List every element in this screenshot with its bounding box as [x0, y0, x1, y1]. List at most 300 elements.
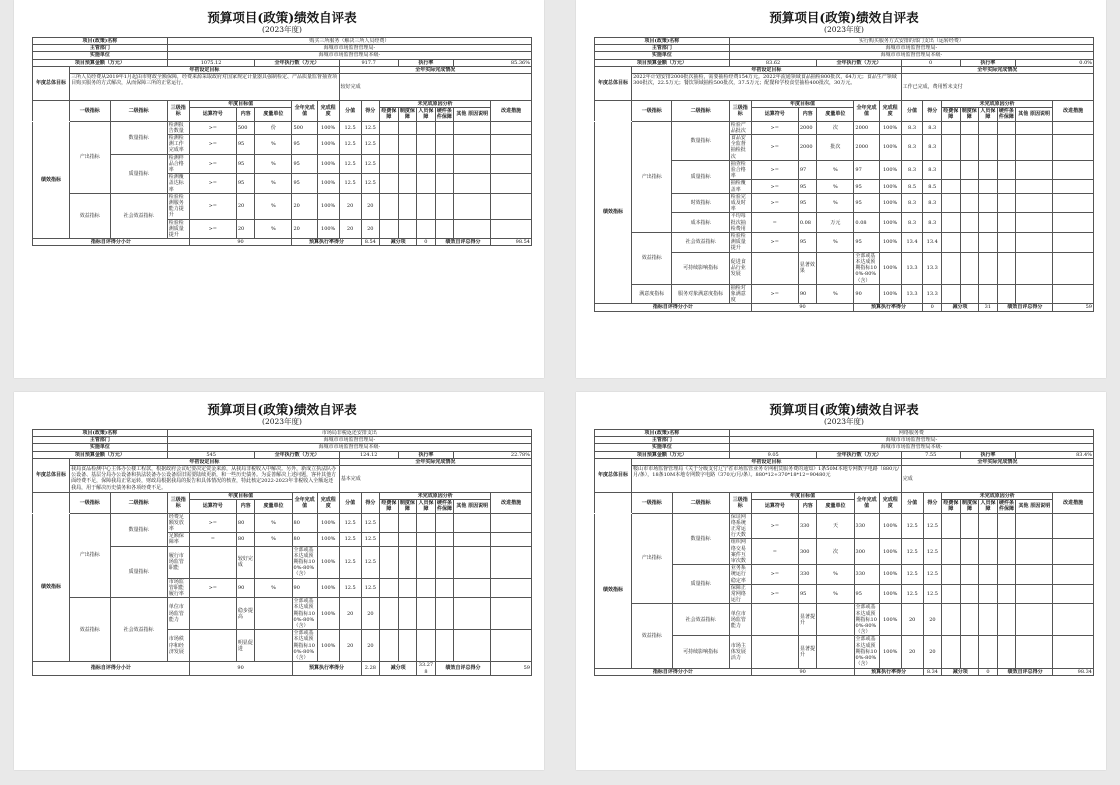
label-l2: 二级指标: [110, 493, 167, 514]
budget-value: 83.62: [729, 59, 817, 66]
operator: >=: [751, 121, 798, 134]
dept-value: 海城市市场监督管理局-: [729, 45, 1093, 52]
target-content: 稳步提高: [236, 598, 255, 630]
label-r2: 制度保障: [399, 500, 415, 513]
operator: >=: [189, 578, 236, 598]
project-name-value: 网络服务费: [729, 430, 1093, 437]
score-value: 12.5: [339, 533, 361, 546]
report-title: 预算项目(政策)绩效自评表: [207, 402, 357, 417]
target-content: 20: [236, 193, 255, 219]
label-content: 内容: [798, 500, 817, 513]
year-value: 2000: [854, 135, 879, 161]
gained-value: 13.4: [923, 233, 942, 253]
year-value: 全部或基本达成预期指标100%-80%（含）: [292, 630, 317, 662]
completion-degree: 100%: [317, 598, 339, 630]
level2-indicator: 社会效益指标: [110, 598, 167, 662]
level2-indicator: 社会效益指标: [672, 604, 729, 636]
label-l1: 一级指标: [632, 493, 672, 514]
label-l3: 三级指标: [167, 101, 189, 122]
table-row: [595, 121, 1094, 134]
label-unit: 实施单位: [33, 444, 168, 451]
table-row: [33, 513, 532, 533]
target-content: 97: [798, 160, 817, 180]
label-year-val: 全年完成值: [292, 493, 317, 514]
label-r3: 人员保障: [980, 108, 996, 121]
target-content: 95: [798, 180, 817, 193]
goal-text: 我局食品检测中心主体办公楼工程款，根据政府会议纪要决定资金来源，从我局非税收入中解决。另外，新成立执法队办公设备、基层分局办公设备和执法装备办公设备原旧需要陆续更新，和一些历史债务。为妥善解决上述问题，客补其他方面经费不足，保障我局正常运转，财政局根据我局的报告和具体情况的核查，特此核定2022-2023年非税收入全额返还我局，用于解决历史债务和各项经费不足。: [70, 466, 340, 493]
dept-value: 海城市市场监督管理局-: [167, 45, 531, 52]
level3-indicator: 组织网络交易案件互审次数: [729, 539, 751, 565]
operator: =: [189, 533, 236, 546]
label-year-val: 全年完成值: [854, 101, 879, 122]
dept-value: 海城市市场监督管理局-: [729, 437, 1093, 444]
measure-unit: %: [817, 180, 854, 193]
completion-degree: 100%: [317, 135, 339, 155]
target-content: 80: [236, 513, 255, 533]
gained-value: 12.5: [923, 513, 942, 539]
label-deduct: 减分项: [380, 662, 417, 675]
gained-value: 8.3: [923, 135, 942, 161]
gained-value: 20: [923, 636, 942, 668]
level1-indicator: 产出指标: [70, 121, 110, 193]
label-r2: 制度保障: [399, 108, 415, 121]
target-content: 显著提升: [798, 636, 817, 668]
level2-indicator: 可持续影响指标: [672, 252, 729, 284]
level3-indicator: 经费足额发放率: [167, 513, 189, 533]
report-year: (2023年度): [262, 417, 302, 426]
year-value: 97: [854, 160, 879, 180]
label-l1: 一级指标: [70, 493, 110, 514]
level2-indicator: 服务对象满意度指标: [672, 284, 729, 304]
completion-degree: 100%: [317, 193, 339, 219]
annual-exec-value: 917.7: [339, 59, 398, 66]
budget-value: 9.05: [729, 451, 817, 458]
level3-indicator: 食品安全监督抽检批次: [729, 135, 751, 161]
deduct-value: 33.278: [417, 662, 436, 675]
year-value: 2000: [854, 121, 879, 134]
gained-value: 12.5: [361, 533, 380, 546]
level2-indicator: 质量指标: [672, 565, 729, 604]
goal-text: 鞍山市市场监督管理局《关于分级支付辽宁省市场监管业务专网租赁服务费的通知》1条50M本地专网数字电路（880元/月/条），18条10M本地专网数字电路（370元/月/条）。880*12+370*18*12=90480元: [632, 466, 902, 493]
label-total: 绩效自评总得分: [997, 668, 1053, 675]
score-value: 13.3: [901, 284, 923, 304]
annual-exec-value: 7.55: [901, 451, 960, 458]
label-score: 分值: [901, 493, 923, 514]
year-value: 95: [292, 154, 317, 174]
gained-value: 12.5: [361, 578, 380, 598]
measure-unit: [817, 252, 854, 284]
operator: >=: [189, 193, 236, 219]
year-value: 95: [854, 584, 879, 604]
measure-unit: %: [255, 533, 292, 546]
table-row: [33, 193, 532, 219]
score-value: 13.4: [901, 233, 923, 253]
label-content: 内容: [236, 500, 255, 513]
measure-unit: 天: [817, 513, 854, 539]
operator: >=: [189, 154, 236, 174]
exec-rate-value: 0.0%: [1016, 59, 1094, 66]
table-row: [33, 121, 532, 134]
measure-unit: %: [817, 193, 854, 213]
label-l2: 二级指标: [672, 493, 729, 514]
operator: >=: [189, 174, 236, 194]
completion-degree: 100%: [879, 565, 901, 585]
year-value: 300: [854, 539, 879, 565]
level1-indicator: 产出指标: [70, 513, 110, 598]
label-overall-goal: 年度总体目标: [595, 458, 632, 492]
target-content: 95: [798, 584, 817, 604]
level1-indicator: 产出指标: [632, 121, 672, 232]
label-target: 年初设定目标: [70, 458, 340, 465]
score-value: 8.3: [901, 135, 923, 161]
budget-value: 1075.12: [167, 59, 255, 66]
gained-value: 8.3: [923, 193, 942, 213]
unit-value: 海城市市场监督管理局本级-: [729, 52, 1093, 59]
level3-indicator: 检测检测工作完成率: [167, 135, 189, 155]
budget-value: 545: [167, 451, 255, 458]
measure-unit: %: [255, 154, 292, 174]
level2-indicator: 可持续影响指标: [672, 636, 729, 668]
score-value: 20: [339, 630, 361, 662]
measure-unit: 次: [817, 121, 854, 134]
report-page-2: [576, 0, 1106, 378]
target-content: 显著效果: [798, 252, 817, 284]
label-op: 运算符号: [751, 108, 798, 121]
label-r5-r6: 其他 原因说明: [454, 108, 491, 121]
operator: [751, 252, 798, 284]
report-page-4: [576, 392, 1106, 770]
label-deduct: 减分项: [942, 668, 979, 675]
target-content: 300: [798, 539, 817, 565]
label-overall-goal: 年度总体目标: [33, 458, 70, 492]
operator: >=: [751, 135, 798, 161]
completion-degree: 100%: [317, 121, 339, 134]
completion-degree: 100%: [317, 630, 339, 662]
table-row: [595, 284, 1094, 304]
year-value: 90: [292, 578, 317, 598]
label-l3: 三级指标: [729, 493, 751, 514]
label-unfinished: 未完成原因分析: [942, 493, 1053, 500]
level3-indicator: 抽检覆盖率: [729, 180, 751, 193]
completion-degree: 100%: [317, 546, 339, 578]
completion-degree: 100%: [879, 636, 901, 668]
label-l3: 三级指标: [167, 493, 189, 514]
level3-indicator: 单位市场监管能力: [167, 598, 189, 630]
target-content: 95: [236, 174, 255, 194]
operator: =: [751, 213, 798, 233]
target-content: 95: [236, 135, 255, 155]
label-gained: 得分: [923, 493, 942, 514]
score-value: 20: [901, 604, 923, 636]
measure-unit: [255, 630, 292, 662]
operator: >=: [189, 135, 236, 155]
measure-unit: [817, 604, 854, 636]
label-project-name: 项目(政策)名称: [595, 430, 730, 437]
level2-indicator: 时效指标: [672, 193, 729, 213]
score-value: 20: [339, 193, 361, 219]
year-value: 20: [292, 193, 317, 219]
self-evaluation-table: [594, 37, 1094, 312]
score-value: 20: [339, 598, 361, 630]
gained-value: 8.3: [923, 213, 942, 233]
label-gained: 得分: [923, 101, 942, 122]
actual-text: 完成: [901, 466, 1093, 493]
completion-degree: 100%: [879, 213, 901, 233]
budget-exec-score-value: 8.54: [361, 239, 380, 246]
unit-value: 海城市市场监督管理局本级-: [167, 444, 531, 451]
budget-exec-score-value: 2.28: [361, 662, 380, 675]
goal-text: 三所人员经费从2019年1月起由市财政全额保障，经费来源采取政府对国家规定计量器具强制检定、产品质量监督抽查项目购买服务的方式解决，从而保障三所的正常运行。: [70, 74, 340, 101]
label-r4: 硬件条件保障: [999, 500, 1015, 513]
table-row: [595, 233, 1094, 253]
label-r4: 硬件条件保障: [998, 108, 1014, 121]
level3-indicator: 平均每批次抽检费用: [729, 213, 751, 233]
operator: [189, 630, 236, 662]
label-unit-m: 度量单位: [817, 108, 854, 121]
label-deduct: 减分项: [942, 304, 979, 311]
label-r2: 制度保障: [961, 108, 977, 121]
subtotal-value: 90: [189, 239, 292, 246]
label-score: 分值: [901, 101, 923, 122]
report-page-1: [14, 0, 544, 378]
target-content: 明显促进: [236, 630, 255, 662]
label-actual: 全年实际完成情况: [901, 458, 1093, 465]
label-improve: 改进措施: [1053, 101, 1094, 122]
completion-degree: 100%: [879, 284, 901, 304]
budget-exec-score-value: 0: [923, 304, 942, 311]
dept-value: 海城市市场监督管理局-: [167, 437, 531, 444]
year-value: 全部或基本达成预期指标100%-80%（含）: [292, 546, 317, 578]
year-value: 95: [292, 135, 317, 155]
measure-unit: %: [817, 233, 854, 253]
label-subtotal: 指标自评得分小计: [33, 239, 190, 246]
completion-degree: 100%: [879, 135, 901, 161]
label-improve: 改进措施: [1053, 493, 1094, 514]
label-dept: 主管部门: [595, 45, 730, 52]
gained-value: 20: [923, 604, 942, 636]
label-overall-goal: 年度总体目标: [595, 66, 632, 100]
label-target: 年初设定目标: [70, 66, 340, 73]
score-value: 8.3: [901, 193, 923, 213]
label-degree: 完成程度: [317, 493, 339, 514]
total-value: 98.54: [491, 239, 532, 246]
level3-indicator: 业务系统运行稳定率: [729, 565, 751, 585]
level1-indicator: 效益指标: [632, 604, 672, 668]
operator: [751, 604, 798, 636]
target-content: 500: [236, 121, 255, 134]
measure-unit: %: [817, 160, 854, 180]
gained-value: 8.3: [923, 121, 942, 134]
label-gained: 得分: [361, 101, 380, 122]
label-unit: 实施单位: [595, 52, 730, 59]
measure-unit: %: [255, 578, 292, 598]
measure-unit: %: [255, 193, 292, 219]
project-name-value: 购买三所服务（解决三所人员经费）: [167, 38, 531, 45]
measure-unit: [255, 598, 292, 630]
total-value: 98.34: [1053, 668, 1094, 675]
score-value: 13.3: [901, 252, 923, 284]
target-content: 330: [798, 565, 817, 585]
label-actual: 全年实际完成情况: [339, 458, 531, 465]
label-annual-target: 年度目标值: [751, 493, 854, 500]
score-value: 12.5: [901, 513, 923, 539]
label-unit: 实施单位: [33, 52, 168, 59]
target-content: 95: [798, 193, 817, 213]
label-r4: 硬件条件保障: [436, 108, 452, 121]
year-value: 全部或基本达成预期指标100%-80%（含）: [854, 604, 879, 636]
year-value: 全部或基本达成预期指标100%-80%（含）: [854, 636, 879, 668]
label-content: 内容: [236, 108, 255, 121]
label-budget-exec-score: 预算执行率得分: [854, 304, 923, 311]
completion-degree: 100%: [879, 121, 901, 134]
indicator-group: 绩效指标: [33, 513, 70, 662]
annual-exec-value: 124.12: [339, 451, 398, 458]
operator: >=: [751, 513, 798, 539]
level3-indicator: 足额保障率: [167, 533, 189, 546]
label-r3: 人员保障: [418, 108, 434, 121]
completion-degree: 100%: [317, 513, 339, 533]
self-evaluation-table: [32, 429, 532, 676]
label-budget: 项目预算金额（万元）: [33, 451, 168, 458]
level2-indicator: 社会效益指标: [672, 233, 729, 253]
level3-indicator: 检验产品批次: [729, 121, 751, 134]
label-r1: 经费保障: [943, 500, 959, 513]
actual-text: 工作已完成，费用暂未支付: [901, 74, 1093, 101]
table-row: [595, 604, 1094, 636]
target-content: 0.08: [798, 213, 817, 233]
operator: >=: [751, 193, 798, 213]
target-content: 2000: [798, 121, 817, 134]
label-unfinished: 未完成原因分析: [380, 101, 491, 108]
level2-indicator: 质量指标: [110, 546, 167, 598]
year-value: 330: [854, 513, 879, 539]
gained-value: 20: [361, 598, 380, 630]
target-content: 20: [236, 219, 255, 239]
operator: >=: [751, 233, 798, 253]
report-year: (2023年度): [262, 25, 302, 34]
gained-value: 12.5: [923, 539, 942, 565]
level3-indicator: 市场主体发展活力: [729, 636, 751, 668]
label-budget: 项目预算金额（万元）: [33, 59, 168, 66]
label-score: 分值: [339, 493, 361, 514]
target-content: 显著提升: [798, 604, 817, 636]
measure-unit: %: [255, 219, 292, 239]
level1-indicator: 产出指标: [632, 513, 672, 604]
label-dept: 主管部门: [33, 45, 168, 52]
level2-indicator: 质量指标: [110, 154, 167, 193]
label-degree: 完成程度: [879, 101, 901, 122]
indicator-group: 绩效指标: [33, 121, 70, 239]
operator: >=: [189, 219, 236, 239]
label-year-val: 全年完成值: [854, 493, 879, 514]
label-annual-exec: 全年执行数（万元）: [817, 59, 901, 66]
score-value: 12.5: [901, 565, 923, 585]
label-actual: 全年实际完成情况: [901, 66, 1093, 73]
level3-indicator: 市场秩序和经济发展: [167, 630, 189, 662]
completion-degree: 100%: [879, 539, 901, 565]
deduct-value: 0: [417, 239, 436, 246]
indicator-group: 绩效指标: [595, 513, 632, 668]
year-value: 20: [292, 219, 317, 239]
level3-indicator: 检验检测质量提升: [729, 233, 751, 253]
annual-exec-value: 0: [901, 59, 960, 66]
level3-indicator: 检测报告数量: [167, 121, 189, 134]
level3-indicator: 保证网络系统正常运行天数: [729, 513, 751, 539]
label-project-name: 项目(政策)名称: [33, 38, 168, 45]
level3-indicator: 抽查检验合格率: [729, 160, 751, 180]
label-r1: 经费保障: [381, 108, 397, 121]
label-unit-m: 度量单位: [255, 500, 292, 513]
level3-indicator: 检验完成及时率: [729, 193, 751, 213]
label-r4: 硬件条件保障: [436, 500, 452, 513]
label-overall-goal: 年度总体目标: [33, 66, 70, 100]
gained-value: 8.3: [923, 160, 942, 180]
year-value: 90: [854, 284, 879, 304]
completion-degree: 100%: [317, 219, 339, 239]
target-content: 90: [236, 578, 255, 598]
year-value: 330: [854, 565, 879, 585]
label-project-name: 项目(政策)名称: [33, 430, 168, 437]
label-annual-exec: 全年执行数（万元）: [817, 451, 901, 458]
label-improve: 改进措施: [491, 101, 532, 122]
label-gained: 得分: [361, 493, 380, 514]
level2-indicator: 数量指标: [672, 121, 729, 160]
completion-degree: 100%: [879, 180, 901, 193]
unit-value: 海城市市场监督管理局本级-: [167, 52, 531, 59]
label-r1: 经费保障: [381, 500, 397, 513]
gained-value: 12.5: [361, 174, 380, 194]
label-exec-rate: 执行率: [960, 59, 1016, 66]
operator: >=: [189, 513, 236, 533]
label-year-val: 全年完成值: [292, 101, 317, 122]
project-name-value: 市场局非税返还安排支出: [167, 430, 531, 437]
label-l2: 二级指标: [110, 101, 167, 122]
report-title: 预算项目(政策)绩效自评表: [769, 10, 919, 25]
label-exec-rate: 执行率: [398, 59, 454, 66]
operator: [189, 546, 236, 578]
score-value: 12.5: [339, 135, 361, 155]
level3-indicator: 检测覆盖达标率: [167, 174, 189, 194]
score-value: 12.5: [339, 174, 361, 194]
operator: [189, 598, 236, 630]
score-value: 8.5: [901, 180, 923, 193]
label-subtotal: 指标自评得分小计: [595, 668, 752, 675]
measure-unit: [255, 546, 292, 578]
actual-text: 基本完成: [339, 466, 531, 493]
gained-value: 8.5: [923, 180, 942, 193]
deduct-value: 0: [979, 668, 998, 675]
total-value: 59: [491, 662, 532, 675]
score-value: 12.5: [339, 546, 361, 578]
gained-value: 12.5: [361, 121, 380, 134]
level2-indicator: 数量指标: [110, 513, 167, 546]
label-exec-rate: 执行率: [398, 451, 454, 458]
year-value: 0.08: [854, 213, 879, 233]
report-year: (2023年度): [824, 25, 864, 34]
level3-indicator: 检验检测服务能力提升: [167, 193, 189, 219]
score-value: 8.3: [901, 160, 923, 180]
target-content: 95: [236, 154, 255, 174]
operator: >=: [751, 160, 798, 180]
completion-degree: 100%: [879, 604, 901, 636]
completion-degree: 100%: [317, 154, 339, 174]
table-row: [595, 513, 1094, 539]
gained-value: 12.5: [923, 584, 942, 604]
label-unfinished: 未完成原因分析: [380, 493, 491, 500]
report-title: 预算项目(政策)绩效自评表: [769, 402, 919, 417]
measure-unit: 批次: [817, 135, 854, 161]
label-target: 年初设定目标: [632, 66, 902, 73]
